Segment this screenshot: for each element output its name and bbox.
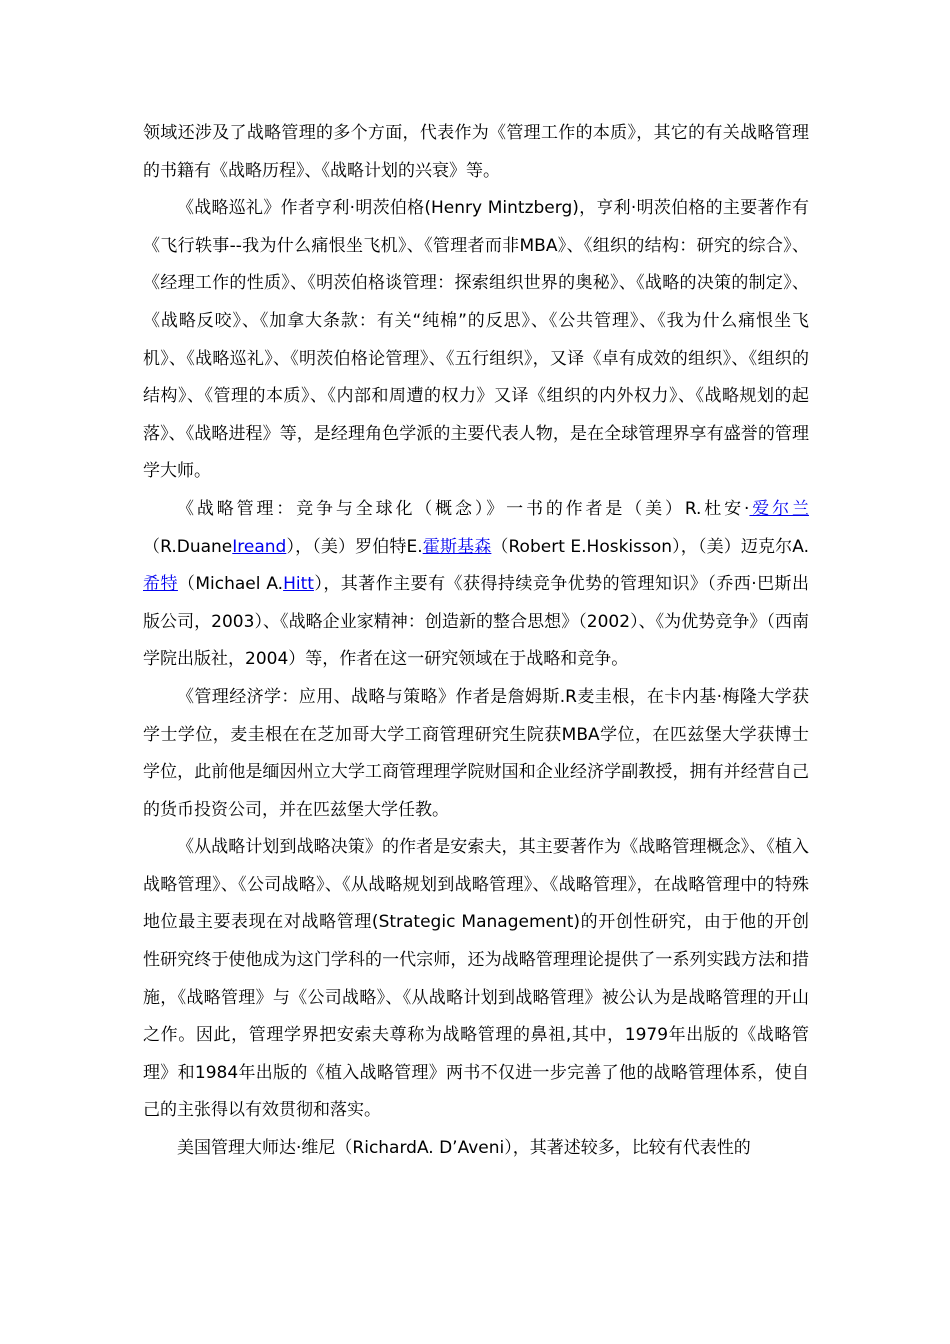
paragraph-3-text-2: （R.Duane — [143, 536, 233, 557]
paragraph-3-text-1: 《战略管理：竞争与全球化（概念）》一书的作者是（美）R.杜安· — [177, 498, 750, 519]
document-page — [143, 115, 809, 1168]
paragraph-2: 《战略巡礼》作者亨利·明茨伯格(Henry Mintzberg)，亨利·明茨伯格的主要著作有《飞行轶事--我为什么痛恨坐飞机》、《管理者而非MBA》、《组织的结构：研究的综合》、《经理工作的性质》、《明茨伯格谈管理：探索组织世界的奥秘》、《战略的决策的制定》、《战略反咬》、《加拿大条款：有关“纯棉”的反思》、《公共管理》、《我为什么痛恨坐飞机》、《战略巡礼》、《明茨伯格论管理》、《五行组织》，又译《卓有成效的组织》、《组织的结构》、《管理的本质》、《内部和周遭的权力》又译《组织的内外权力》、《战略规划的起落》、《战略进程》等，是经理角色学派的主要代表人物，是在全球管理界享有盛誉的管理学大师。 — [143, 198, 809, 482]
link-hitt-cn[interactable]: 希特 — [143, 574, 178, 595]
paragraph-6: 美国管理大师达·维尼（RichardA. D’Aveni），其著述较多，比较有代表性的 — [177, 1138, 751, 1159]
paragraph-3 — [143, 491, 809, 679]
paragraph-3-text-5: （Michael A. — [177, 574, 284, 595]
link-ireand[interactable]: Ireand — [232, 536, 287, 557]
paragraph-5: 《从战略计划到战略决策》的作者是安索夫，其主要著作为《战略管理概念》、《植入战略管理》、《公司战略》、《从战略规划到战略管理》、《战略管理》，在战略管理中的特殊地位最主要表现在对战略管理(Strategic Management)的开创性研究，由于他的开创性研究终于使他成为这门学科的一代宗师，还为战略管理理论提供了一系列实践方法和措施，《战略管理》与《公司战略》、《从战略计划到战略管理》被公认为是战略管理的开山之作。因此，管理学界把安索夫尊称为战略管理的鼻祖,其中，1979年出版的《战略管理》和1984年出版的《植入战略管理》两书不仅进一步完善了他的战略管理体系，使自己的主张得以有效贯彻和落实。 — [143, 837, 809, 1121]
paragraph-4: 《管理经济学：应用、战略与策略》作者是詹姆斯.R麦圭根，在卡内基·梅隆大学获学士学位，麦圭根在在芝加哥大学工商管理研究生院获MBA学位，在匹兹堡大学获博士学位，此前他是缅因州立大学工商管理理学院财国和企业经济学副教授，拥有并经营自己的货币投资公司，并在匹兹堡大学任教。 — [143, 686, 809, 820]
paragraph-3-text-4: （Robert E.Hoskisson），（美）迈克尔A. — [491, 536, 809, 557]
paragraph-3-text-3: ），（美）罗伯特E. — [286, 536, 423, 557]
link-ireland[interactable]: 爱尔兰 — [749, 498, 809, 519]
link-hitt[interactable]: Hitt — [283, 574, 314, 595]
paragraph-3-text-6: ），其著作主要有《获得持续竞争优势的管理知识》（乔西·巴斯出版公司，2003）、《战略企业家精神：创造新的整合思想》（2002）、《为优势竞争》（西南学院出版社，2004）等，作者在这一研究领域在于战略和竞争。 — [143, 574, 810, 670]
paragraph-1: 领域还涉及了战略管理的多个方面，代表作为《管理工作的本质》，其它的有关战略管理的书籍有《战略历程》、《战略计划的兴衰》等。 — [143, 123, 809, 181]
link-hoskisson[interactable]: 霍斯基森 — [422, 536, 492, 557]
